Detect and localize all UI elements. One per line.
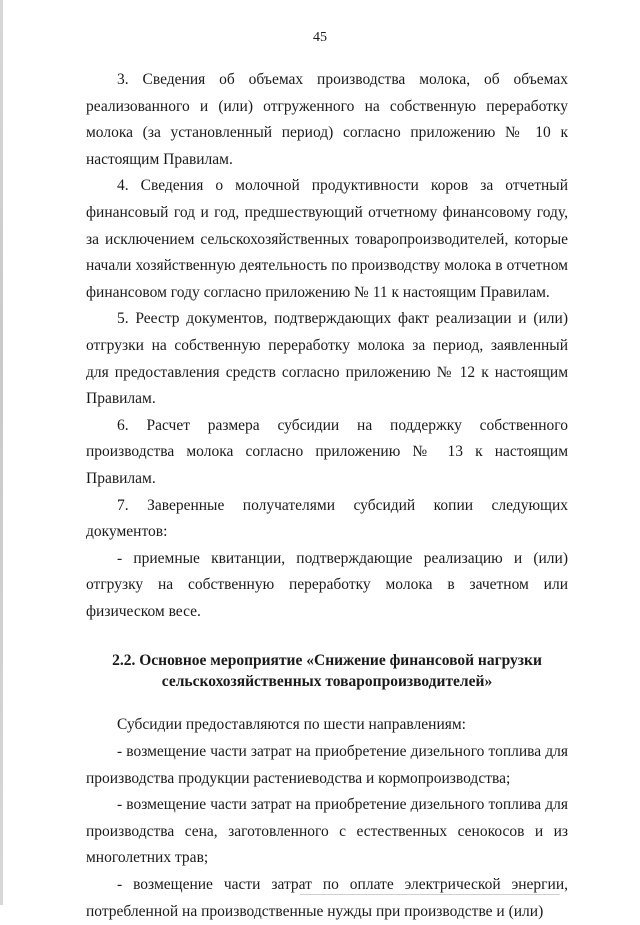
paragraph-item-4: 4. Сведения о молочной продуктивности коров за отчетный финансовый год и год, предшествующий отчетному финансовому году, за исключением сельскохозяйственных товаропроизводителей, которые начали хозяйственную деятельность по производству молока в отчетном финансовом году согласно приложению № 11 к настоящим Правилам. [86, 177, 568, 301]
paragraph-directions-intro: Субсидии предоставляются по шести направлениям: [117, 716, 466, 734]
paragraph-electricity: - возмещение части затрат по оплате электрической энергии, потребленной на производственные нужды при производстве и (или) [86, 876, 568, 920]
paragraph-item-6: 6. Расчет размера субсидии на поддержку собственного производства молока согласно приложению № 13 к настоящим Правилам. [86, 416, 568, 487]
section-heading [86, 650, 568, 692]
page-number: 45 [313, 30, 327, 45]
scan-edge-left [0, 0, 3, 905]
paragraph-diesel-hay: - возмещение части затрат на приобретение дизельного топлива для производства сена, заготовленного с естественных сенокосов и из многолетних трав; [86, 796, 568, 867]
document-body [86, 67, 568, 925]
paragraph-receipts: - приемные квитанции, подтверждающие реализацию и (или) отгрузку на собственную переработку молока в зачетном или физическом весе. [86, 549, 568, 620]
section-heading-line-2: сельскохозяйственных товаропроизводителей» [161, 673, 493, 691]
paragraph-diesel-crops: - возмещение части затрат на приобретение дизельного топлива для производства продукции растениеводства и кормопроизводства; [86, 743, 568, 787]
scan-edge-bottom [300, 894, 560, 895]
paragraph-item-7: 7. Заверенные получателями субсидий копии следующих документов: [86, 496, 568, 541]
section-heading-line-1: 2.2. Основное мероприятие «Снижение финансовой нагрузки [112, 652, 542, 670]
paragraph-item-3: 3. Сведения об объемах производства молока, об объемах реализованного и (или) отгруженного на собственную переработку молока (за установленный период) согласно приложению № 10 к настоящим Правилам. [86, 71, 568, 168]
paragraph-item-5: 5. Реестр документов, подтверждающих факт реализации и (или) отгрузки на собственную переработку молока за период, заявленный для предоставления средств согласно приложению № 12 к настоящим Правилам. [86, 310, 568, 408]
